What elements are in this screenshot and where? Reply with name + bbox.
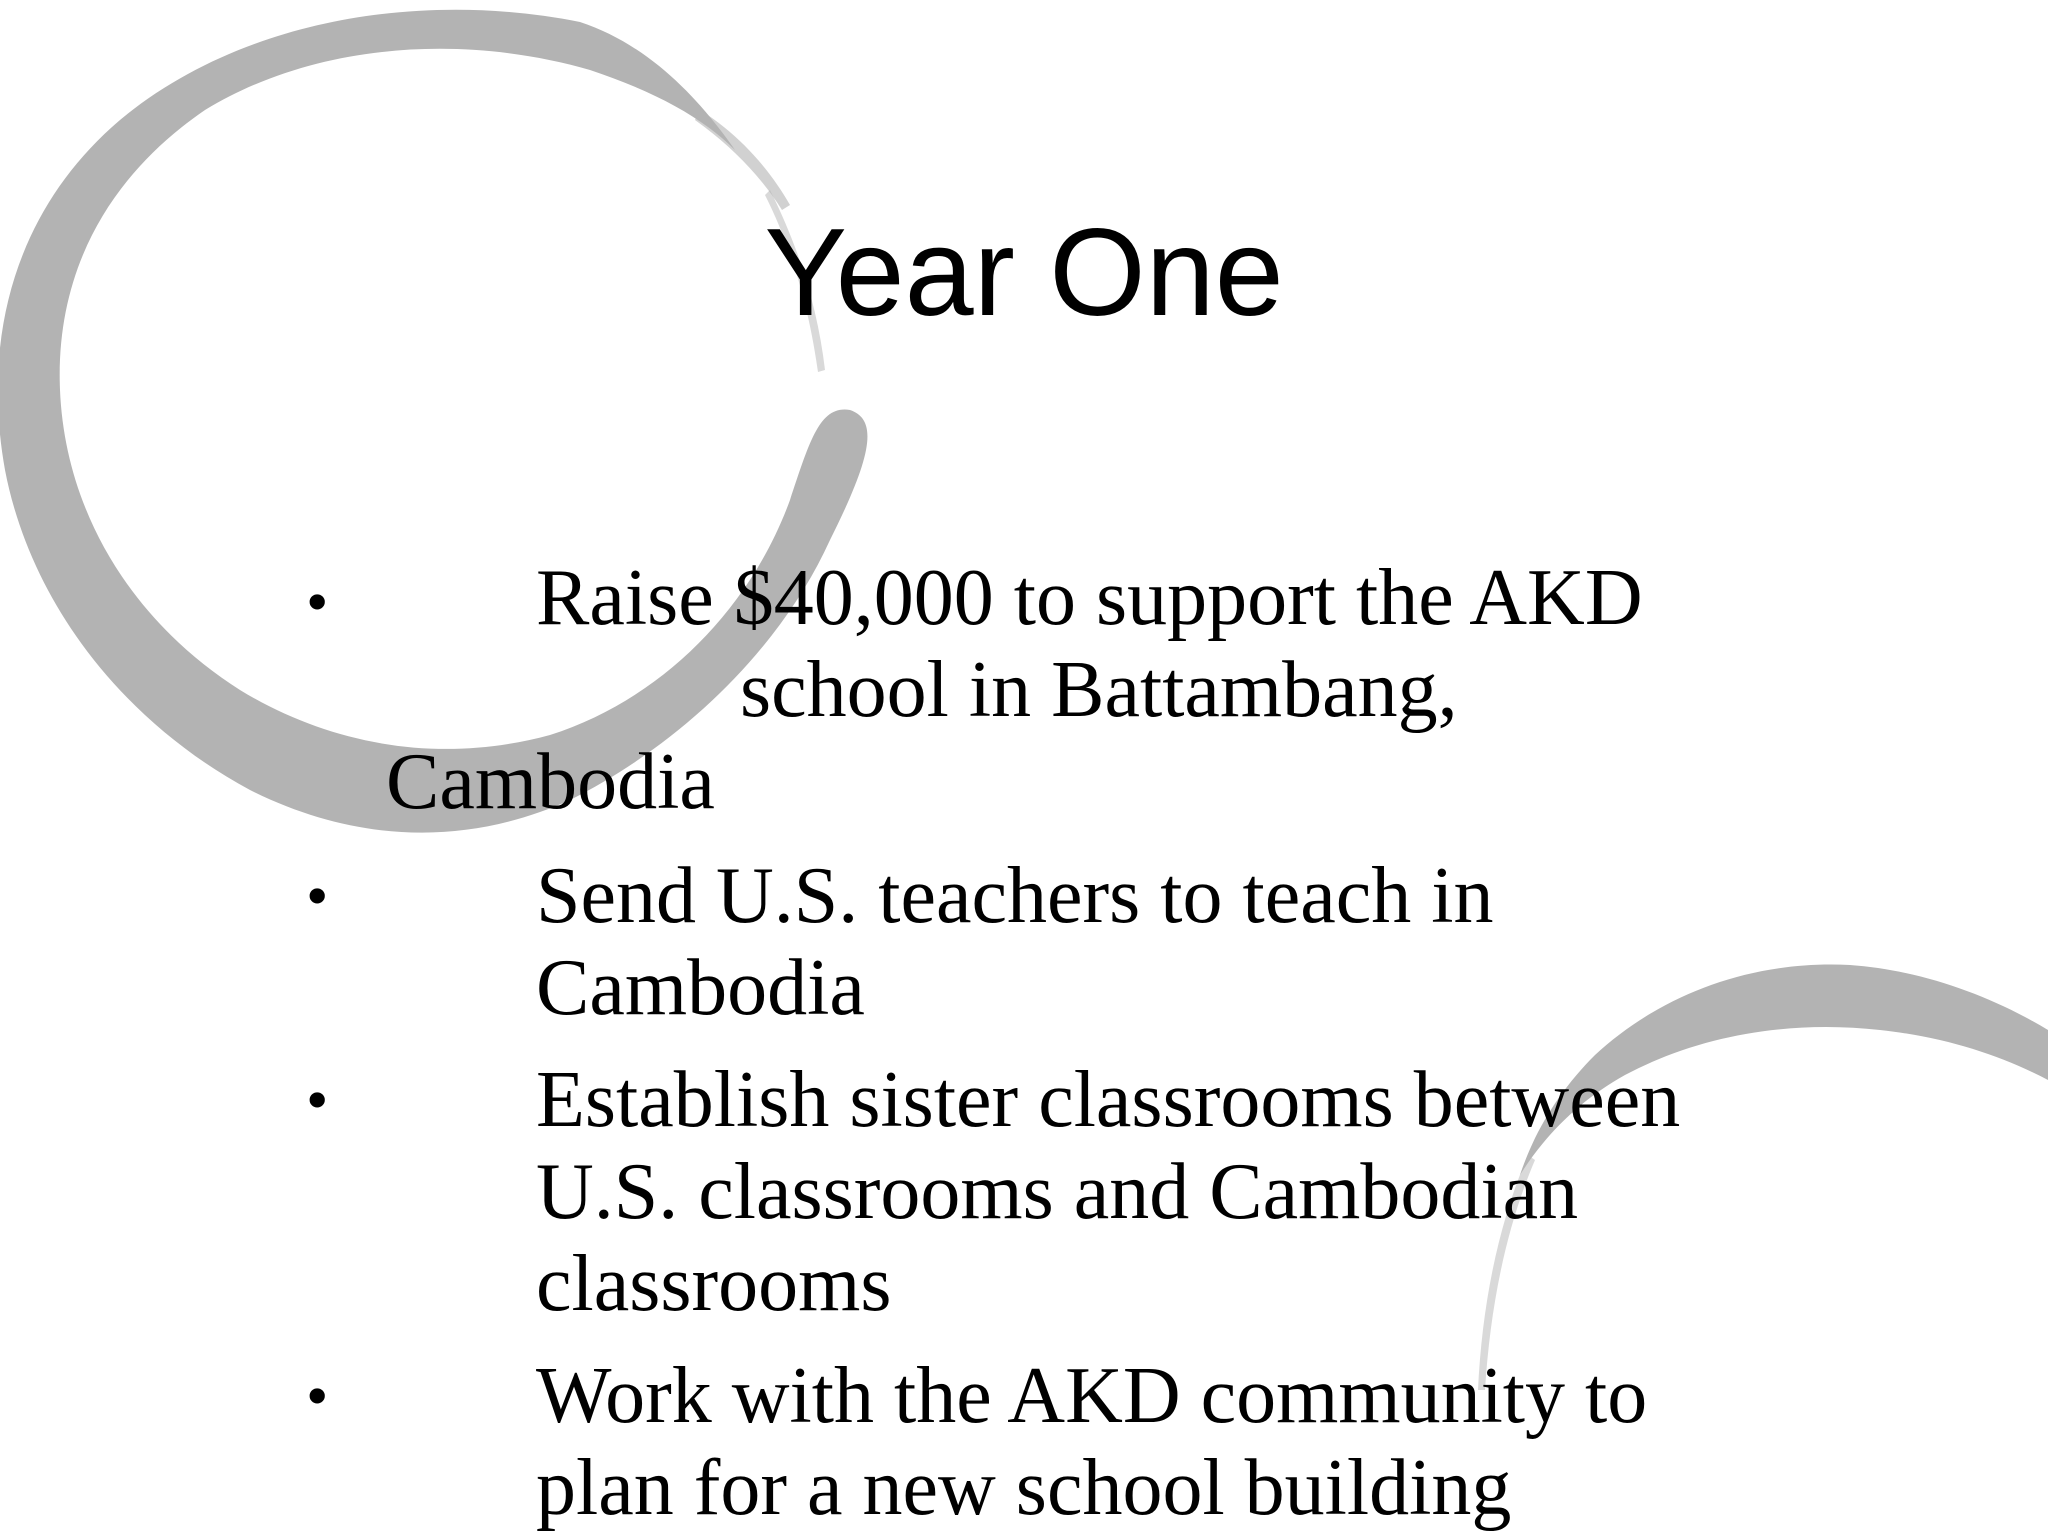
bullet-4-line-2: plan for a new school building	[536, 1444, 1512, 1532]
bullet-1-line-2: school in Battambang,	[740, 646, 1458, 734]
bullet-4-line-1: Work with the AKD community to	[536, 1352, 1648, 1440]
brush-circle-top-left	[0, 10, 867, 833]
bullet-1-line-1: Raise $40,000 to support the AKD	[536, 554, 1643, 642]
bullet-marker: •	[306, 860, 329, 931]
bullet-3-line-1: Establish sister classrooms between	[536, 1056, 1681, 1144]
bullet-3-line-2: U.S. classrooms and Cambodian	[536, 1148, 1579, 1236]
bullet-marker: •	[306, 1360, 329, 1431]
bullet-marker: •	[306, 1064, 329, 1135]
bullet-1-line-3: Cambodia	[386, 738, 715, 826]
bullet-2-line-2: Cambodia	[536, 944, 865, 1032]
bullet-marker: •	[306, 566, 329, 637]
bullet-3-line-3: classrooms	[536, 1240, 892, 1328]
bullet-2-line-1: Send U.S. teachers to teach in	[536, 852, 1494, 940]
slide-title: Year One	[764, 204, 1284, 342]
